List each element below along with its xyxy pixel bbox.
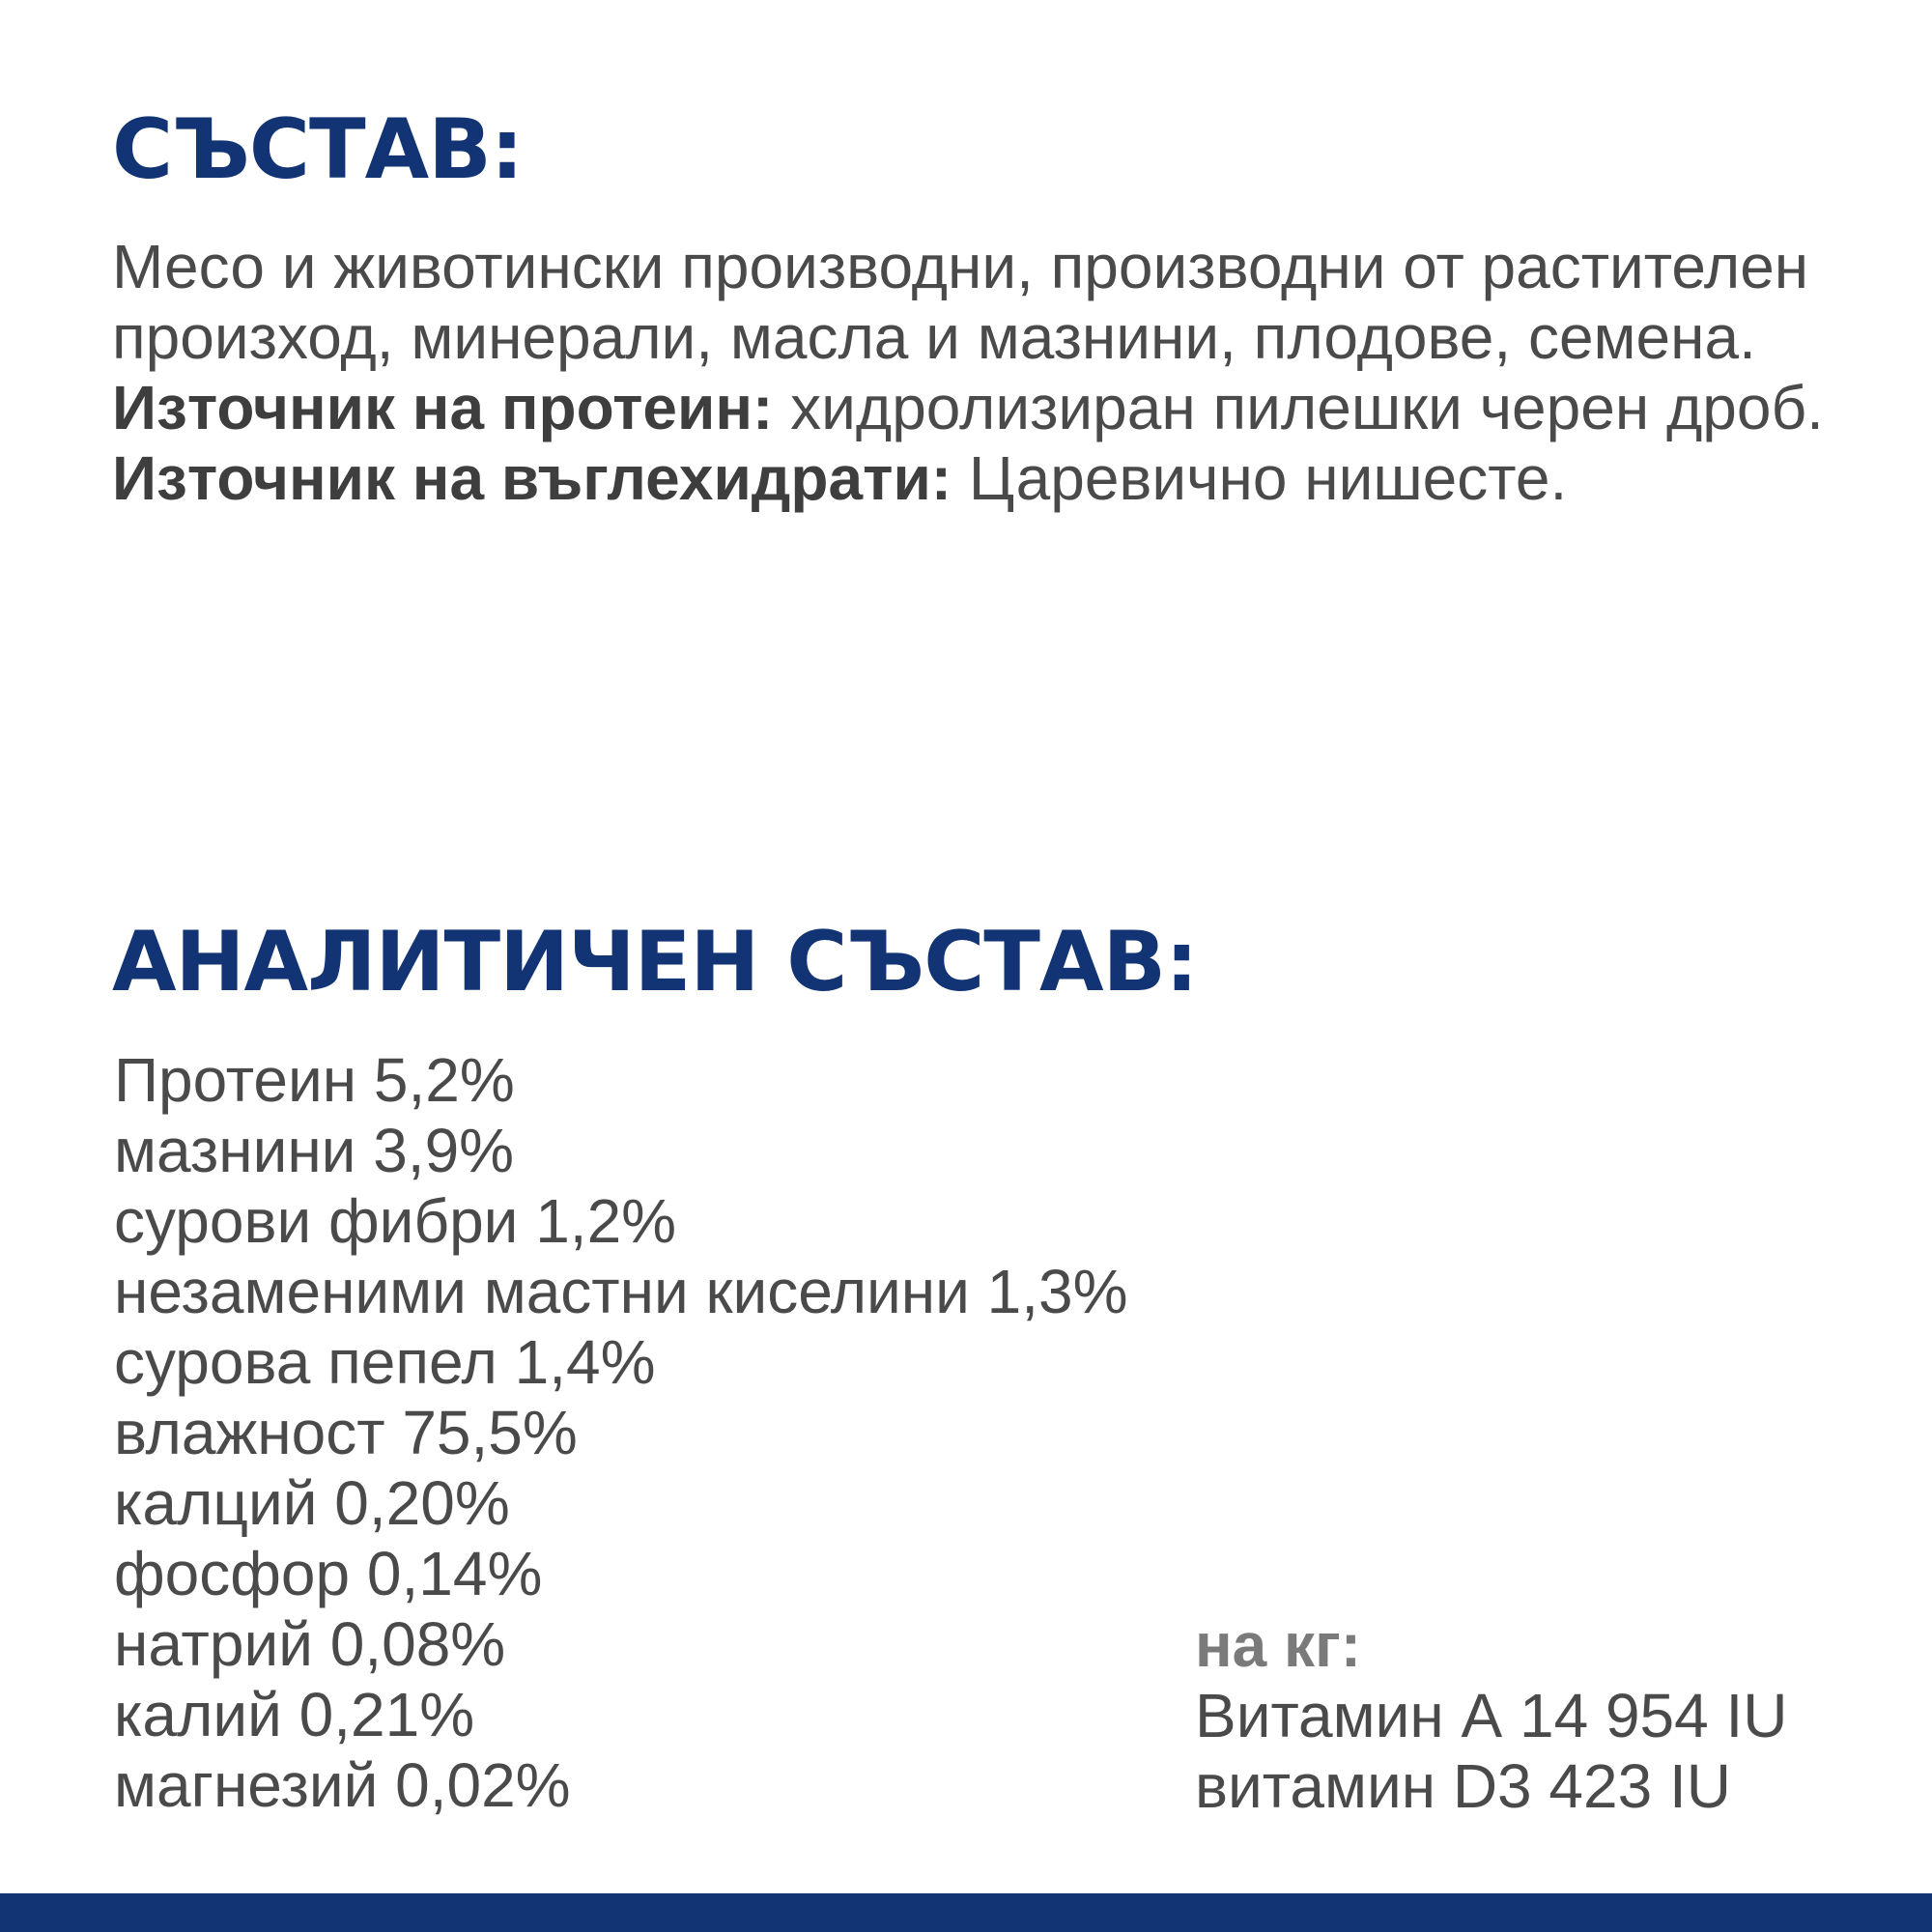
carbohydrate-source-value: Царевично нишесте.	[968, 443, 1568, 513]
carbohydrate-source-label: Източник на въглехидрати:	[112, 443, 952, 513]
per-kg-section	[1195, 1610, 1788, 1822]
list-item: витамин D3 423 IU	[1195, 1751, 1731, 1821]
composition-heading: СЪСТАВ:	[112, 101, 524, 198]
carbohydrate-source	[112, 443, 1851, 514]
analytical-composition-list	[114, 1045, 1128, 1821]
list-item: незаменими мастни киселини 1,3%	[114, 1257, 1128, 1326]
bottom-brand-bar	[0, 1893, 1932, 1932]
list-item: калций 0,20%	[114, 1468, 510, 1538]
list-item: сурова пепел 1,4%	[114, 1327, 656, 1397]
protein-source-label: Източник на протеин:	[112, 373, 774, 442]
composition-body	[112, 232, 1851, 514]
list-item: Витамин А 14 954 IU	[1195, 1681, 1788, 1750]
ingredients-text: Месо и животински производни, производни от растителен произход, минерали, масла и мазнини, плодове, семена.	[112, 232, 1809, 372]
analytical-composition-heading: АНАЛИТИЧЕН СЪСТАВ:	[112, 914, 1198, 1010]
protein-source	[112, 373, 1851, 443]
list-item: мазнини 3,9%	[114, 1116, 515, 1185]
vitamin-list	[1195, 1681, 1788, 1822]
list-item: влажност 75,5%	[114, 1398, 578, 1467]
list-item: магнезий 0,02%	[114, 1750, 571, 1820]
list-item: Протеин 5,2%	[114, 1045, 515, 1115]
per-kg-label: на кг:	[1195, 1610, 1362, 1680]
list-item: фосфор 0,14%	[114, 1539, 543, 1608]
list-item: натрий 0,08%	[114, 1609, 506, 1679]
list-item: сурови фибри 1,2%	[114, 1186, 677, 1256]
list-item: калий 0,21%	[114, 1680, 475, 1749]
protein-source-value: хидролизиран пилешки черен дроб.	[790, 373, 1824, 442]
